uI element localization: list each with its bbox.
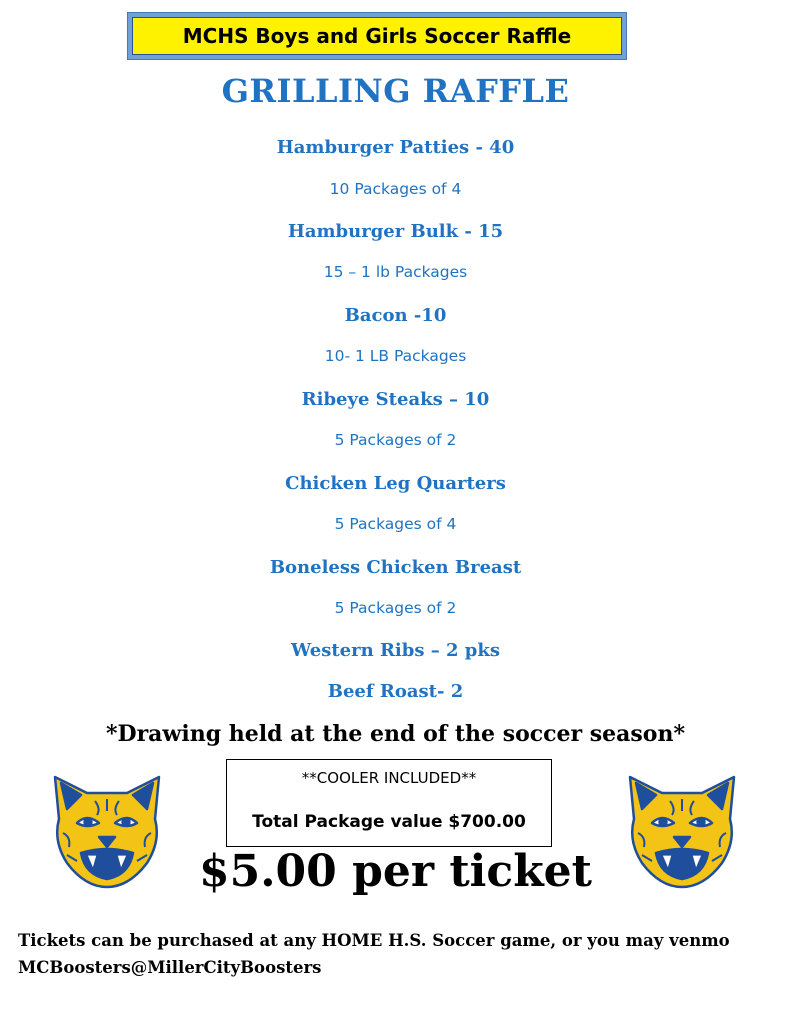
- prize-detail: 5 Packages of 2: [334, 599, 457, 617]
- prize-detail: 5 Packages of 4: [334, 515, 457, 533]
- footer-instructions: [18, 927, 788, 981]
- prize-detail: 5 Packages of 2: [334, 431, 457, 449]
- prize-heading: Chicken Leg Quarters: [285, 473, 506, 494]
- header-banner-text: MCHS Boys and Girls Soccer Raffle: [182, 24, 572, 48]
- prize-detail: 10 Packages of 4: [329, 180, 462, 198]
- prize-heading: Beef Roast- 2: [327, 681, 464, 702]
- prize-heading: Bacon -10: [344, 305, 447, 326]
- drawing-note: *Drawing held at the end of the soccer season*: [106, 721, 685, 747]
- ticket-price: $5.00 per ticket: [199, 846, 592, 897]
- header-banner: [132, 17, 622, 55]
- page-title: GRILLING RAFFLE: [221, 72, 570, 110]
- cooler-included-text: **COOLER INCLUDED**: [301, 769, 477, 787]
- prize-detail: 15 – 1 lb Packages: [323, 263, 468, 281]
- package-value-box: [226, 759, 552, 847]
- total-package-value: Total Package value $700.00: [252, 812, 526, 832]
- prize-heading: Western Ribs – 2 pks: [291, 640, 500, 661]
- prize-heading: Hamburger Bulk - 15: [287, 221, 504, 242]
- prize-heading: Boneless Chicken Breast: [269, 557, 522, 578]
- prize-detail: 10- 1 LB Packages: [324, 347, 467, 365]
- venmo-handle: MCBoosters@MillerCityBoosters: [18, 958, 322, 977]
- footer-line: Tickets can be purchased at any HOME H.S. Soccer game, or you may venmo: [18, 931, 730, 950]
- prize-heading: Hamburger Patties - 40: [276, 137, 515, 158]
- prize-heading: Ribeye Steaks – 10: [301, 389, 490, 410]
